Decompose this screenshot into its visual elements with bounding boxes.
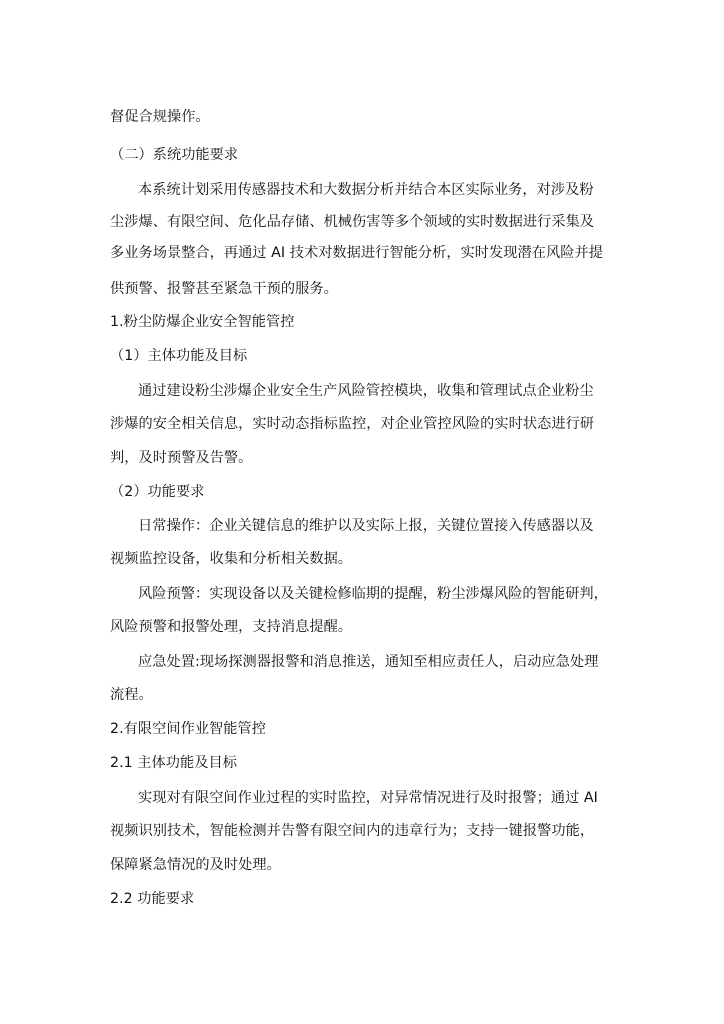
paragraph-line: 应急处置:现场探测器报警和消息推送，通知至相应责任人，启动应急处理 (138, 654, 599, 670)
paragraph-line: 本系统计划采用传感器技术和大数据分析并结合本区实际业务，对涉及粉 (138, 182, 594, 198)
section-heading: 1.粉尘防爆企业安全智能管控 (110, 314, 295, 330)
paragraph-line: 流程。 (110, 687, 153, 703)
paragraph-line: 视频识别技术，智能检测并告警有限空间内的违章行为；支持一键报警功能， (110, 823, 595, 839)
paragraph-line: 通过建设粉尘涉爆企业安全生产风险管控模块，收集和管理试点企业粉尘 (138, 383, 594, 399)
paragraph-line: 日常操作：企业关键信息的维护以及实际上报，关键位置接入传感器以及 (138, 518, 594, 534)
paragraph-line: 多业务场景整合，再通过 AI 技术对数据进行智能分析，实时发现潜在风险并提 (110, 245, 603, 261)
subsection-heading: 2.2 功能要求 (110, 891, 195, 907)
paragraph-line: 视频监控设备，收集和分析相关数据。 (110, 551, 353, 567)
paragraph-line: 风险预警：实现设备以及关键检修临期的提醒，粉尘涉爆风险的智能研判， (138, 586, 608, 602)
paragraph-line: 供预警、报警甚至紧急干预的服务。 (110, 281, 338, 297)
subsection-heading: 2.1 主体功能及目标 (110, 755, 237, 771)
paragraph-line: 风险预警和报警处理，支持消息提醒。 (110, 619, 353, 635)
section-heading: （二）系统功能要求 (110, 147, 239, 163)
paragraph-line: 尘涉爆、有限空间、危化品存储、机械伤害等多个领域的实时数据进行采集及 (110, 214, 595, 230)
subsection-heading: （2）功能要求 (110, 484, 205, 500)
subsection-heading: （1）主体功能及目标 (110, 348, 248, 364)
paragraph-line: 保障紧急情况的及时处理。 (110, 857, 281, 873)
paragraph-line: 判，及时预警及告警。 (110, 450, 253, 466)
paragraph-line: 督促合规操作。 (110, 109, 210, 125)
paragraph-line: 实现对有限空间作业过程的实时监控，对异常情况进行及时报警；通过 AI (138, 790, 598, 806)
section-heading: 2.有限空间作业智能管控 (110, 721, 267, 737)
paragraph-line: 涉爆的安全相关信息，实时动态指标监控，对企业管控风险的实时状态进行研 (110, 416, 595, 432)
